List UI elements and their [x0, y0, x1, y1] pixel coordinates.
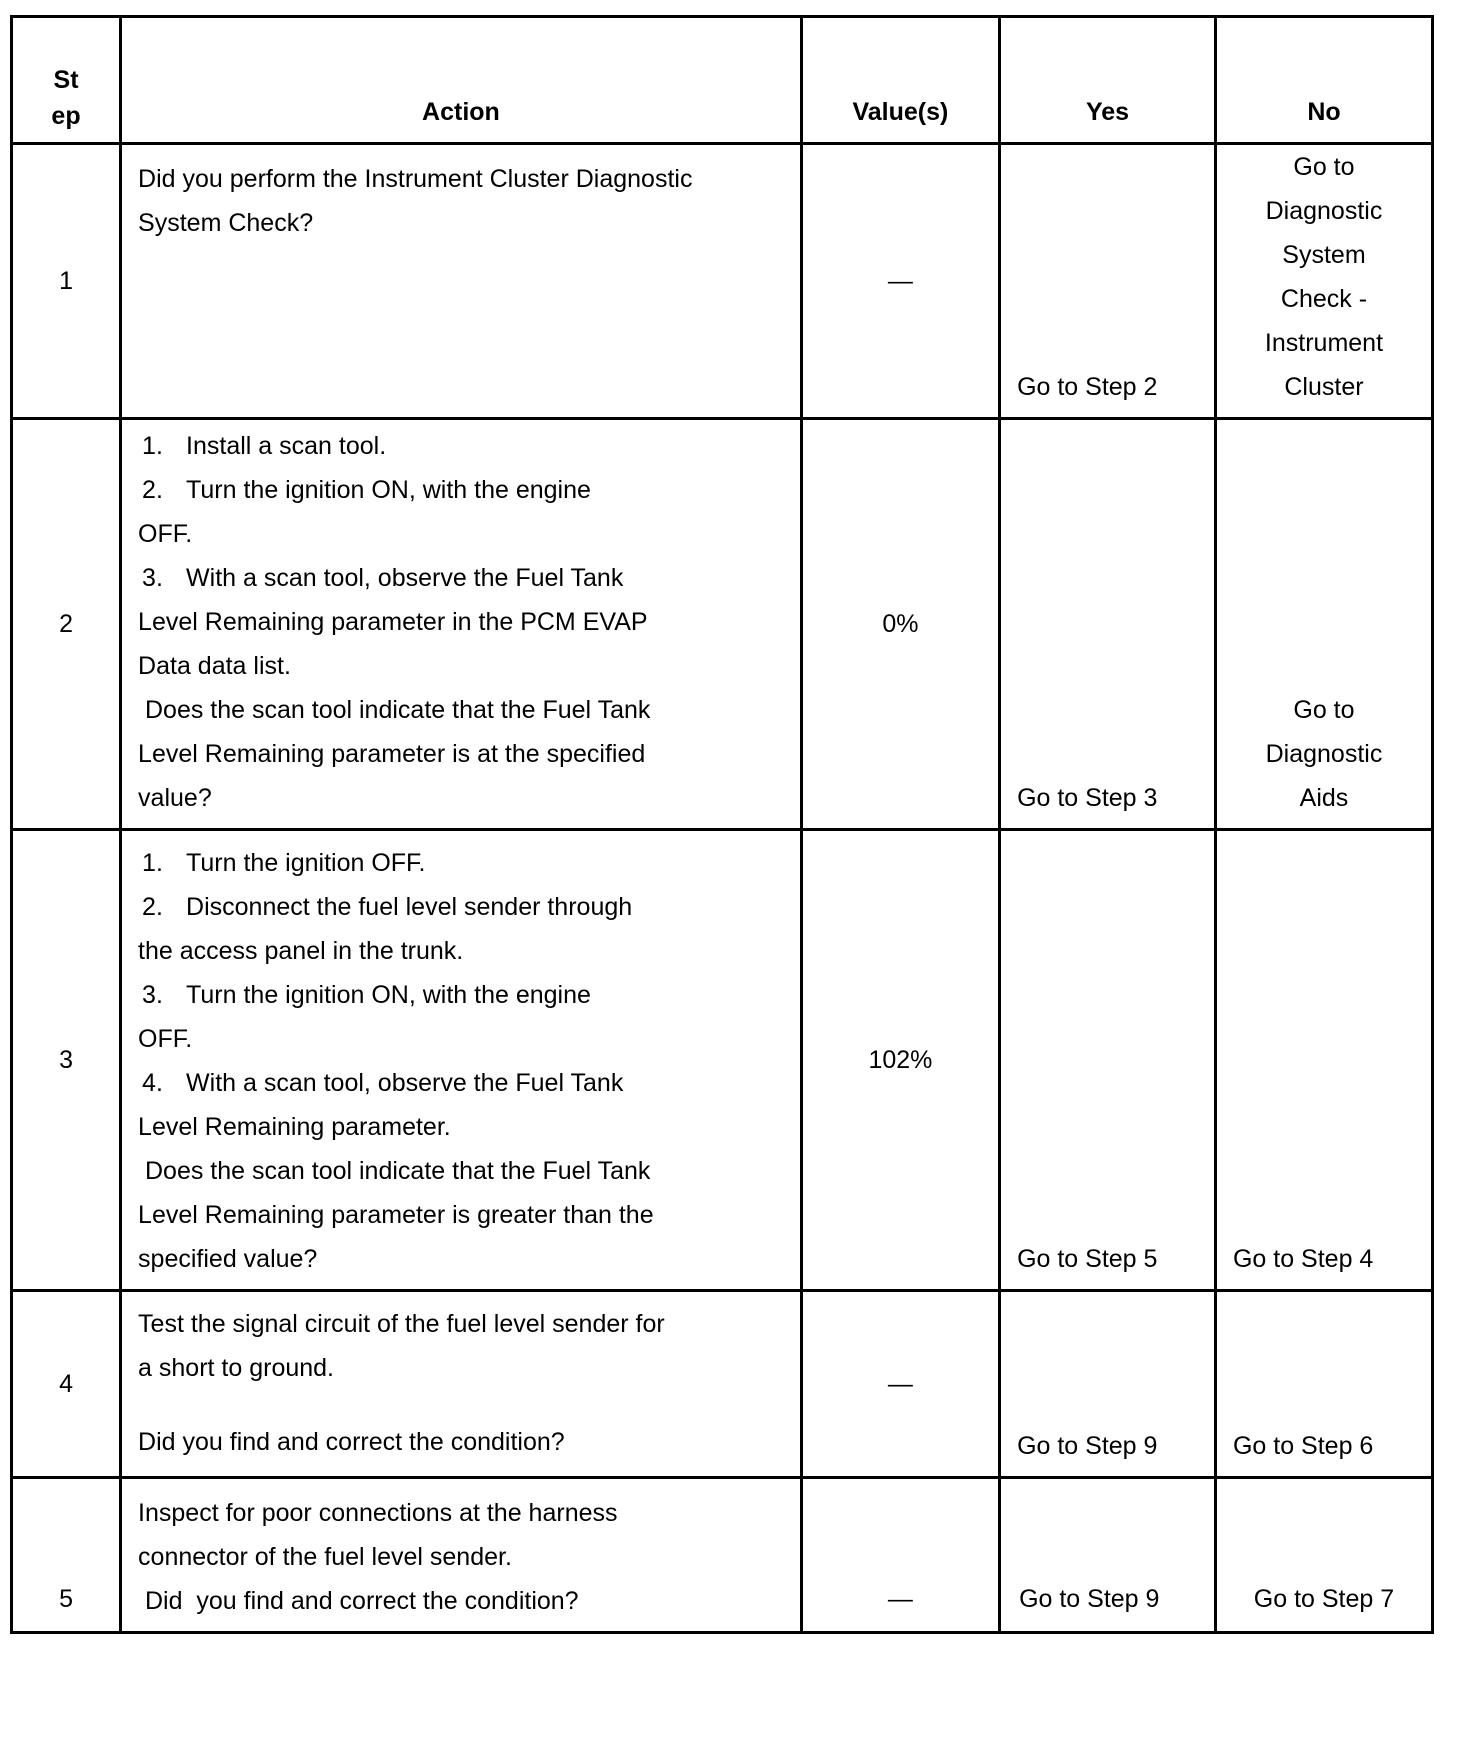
- yes-cell: Go to Step 3: [1000, 419, 1216, 830]
- value-cell: —: [801, 1478, 999, 1633]
- action-line: OFF.: [138, 1025, 193, 1053]
- table-row: [12, 144, 1433, 419]
- header-values: Value(s): [801, 17, 999, 144]
- action-line: [138, 468, 786, 512]
- header-yes: Yes: [1000, 17, 1216, 144]
- action-line: [138, 841, 786, 885]
- action-line: Test the signal circuit of the fuel level sender for: [138, 1310, 665, 1338]
- table-row: [12, 830, 1433, 1291]
- action-line: [138, 1390, 786, 1420]
- item-number: 1.: [142, 849, 163, 877]
- item-number: 3.: [142, 564, 163, 592]
- action-line: [138, 973, 786, 1017]
- action-line: a short to ground.: [138, 1354, 335, 1382]
- action-line: [138, 885, 786, 929]
- action-cell: [121, 144, 802, 419]
- no-line: Check -: [1280, 285, 1368, 313]
- no-cell: Go to Step 6: [1215, 1291, 1432, 1478]
- value-cell: 102%: [801, 830, 999, 1291]
- diagnostic-table: [10, 15, 1434, 1634]
- item-text: Turn the ignition OFF.: [186, 849, 426, 877]
- header-row: [12, 17, 1433, 144]
- yes-cell: Go to Step 2: [1000, 144, 1216, 419]
- no-line: Go to: [1293, 696, 1355, 724]
- action-line: Level Remaining parameter in the PCM EVAP: [138, 608, 648, 636]
- step-number: 4: [12, 1291, 121, 1478]
- action-line: Level Remaining parameter is greater than the: [138, 1201, 654, 1229]
- table-row: [12, 1291, 1433, 1478]
- item-text: Turn the ignition ON, with the engine: [186, 981, 591, 1009]
- value-cell: 0%: [801, 419, 999, 830]
- no-line: Aids: [1299, 784, 1349, 812]
- action-line: Level Remaining parameter is at the specified: [138, 740, 646, 768]
- item-number: 3.: [142, 981, 163, 1009]
- table-row: [12, 1478, 1433, 1633]
- action-line: OFF.: [138, 520, 193, 548]
- step-number: 2: [12, 419, 121, 830]
- action-line: Data data list.: [138, 652, 291, 680]
- header-step: [12, 17, 121, 144]
- action-line: Did you find and correct the condition?: [138, 1587, 579, 1615]
- action-line: [138, 1061, 786, 1105]
- item-number: 4.: [142, 1069, 163, 1097]
- no-line: Instrument: [1264, 329, 1384, 357]
- no-line: Go to: [1293, 153, 1355, 181]
- no-cell: Go to Step 7: [1215, 1478, 1432, 1633]
- action-line: Level Remaining parameter.: [138, 1113, 451, 1141]
- action-line: specified value?: [138, 1245, 318, 1273]
- no-line: System: [1282, 241, 1366, 269]
- action-cell: [121, 1478, 802, 1633]
- header-step-line1: St: [53, 66, 79, 94]
- no-cell: Go to Step 4: [1215, 830, 1432, 1291]
- no-cell: [1215, 144, 1432, 419]
- action-cell: [121, 830, 802, 1291]
- action-line: Did you find and correct the condition?: [138, 1428, 565, 1456]
- item-number: 2.: [142, 893, 163, 921]
- action-line: Does the scan tool indicate that the Fuel Tank: [138, 696, 651, 724]
- step-number: 1: [12, 144, 121, 419]
- item-number: 2.: [142, 476, 163, 504]
- action-line: the access panel in the trunk.: [138, 937, 464, 965]
- yes-cell: Go to Step 5: [1000, 830, 1216, 1291]
- step-number: 5: [12, 1478, 121, 1633]
- yes-cell: Go to Step 9: [1000, 1291, 1216, 1478]
- action-line: System Check?: [138, 209, 314, 237]
- no-line: Diagnostic: [1265, 740, 1383, 768]
- action-line: [138, 424, 786, 468]
- item-text: With a scan tool, observe the Fuel Tank: [186, 564, 624, 592]
- value-cell: —: [801, 144, 999, 419]
- item-text: Turn the ignition ON, with the engine: [186, 476, 591, 504]
- item-text: Install a scan tool.: [186, 432, 387, 460]
- table-row: [12, 419, 1433, 830]
- action-line: Inspect for poor connections at the harness: [138, 1499, 618, 1527]
- action-line: value?: [138, 784, 212, 812]
- no-line: Diagnostic: [1265, 197, 1383, 225]
- header-action: Action: [121, 17, 802, 144]
- yes-cell: Go to Step 9: [1000, 1478, 1216, 1633]
- no-cell: [1215, 419, 1432, 830]
- action-cell: [121, 419, 802, 830]
- value-cell: —: [801, 1291, 999, 1478]
- action-cell: [121, 1291, 802, 1478]
- action-line: [138, 556, 786, 600]
- step-number: 3: [12, 830, 121, 1291]
- header-no: No: [1215, 17, 1432, 144]
- action-line: Did you perform the Instrument Cluster Diagnostic: [138, 165, 693, 193]
- item-text: Disconnect the fuel level sender through: [186, 893, 633, 921]
- item-number: 1.: [142, 432, 163, 460]
- item-text: With a scan tool, observe the Fuel Tank: [186, 1069, 624, 1097]
- action-line: connector of the fuel level sender.: [138, 1543, 512, 1571]
- action-line: Does the scan tool indicate that the Fuel Tank: [138, 1157, 651, 1185]
- header-step-line2: ep: [51, 102, 81, 130]
- no-line: Cluster: [1284, 373, 1364, 401]
